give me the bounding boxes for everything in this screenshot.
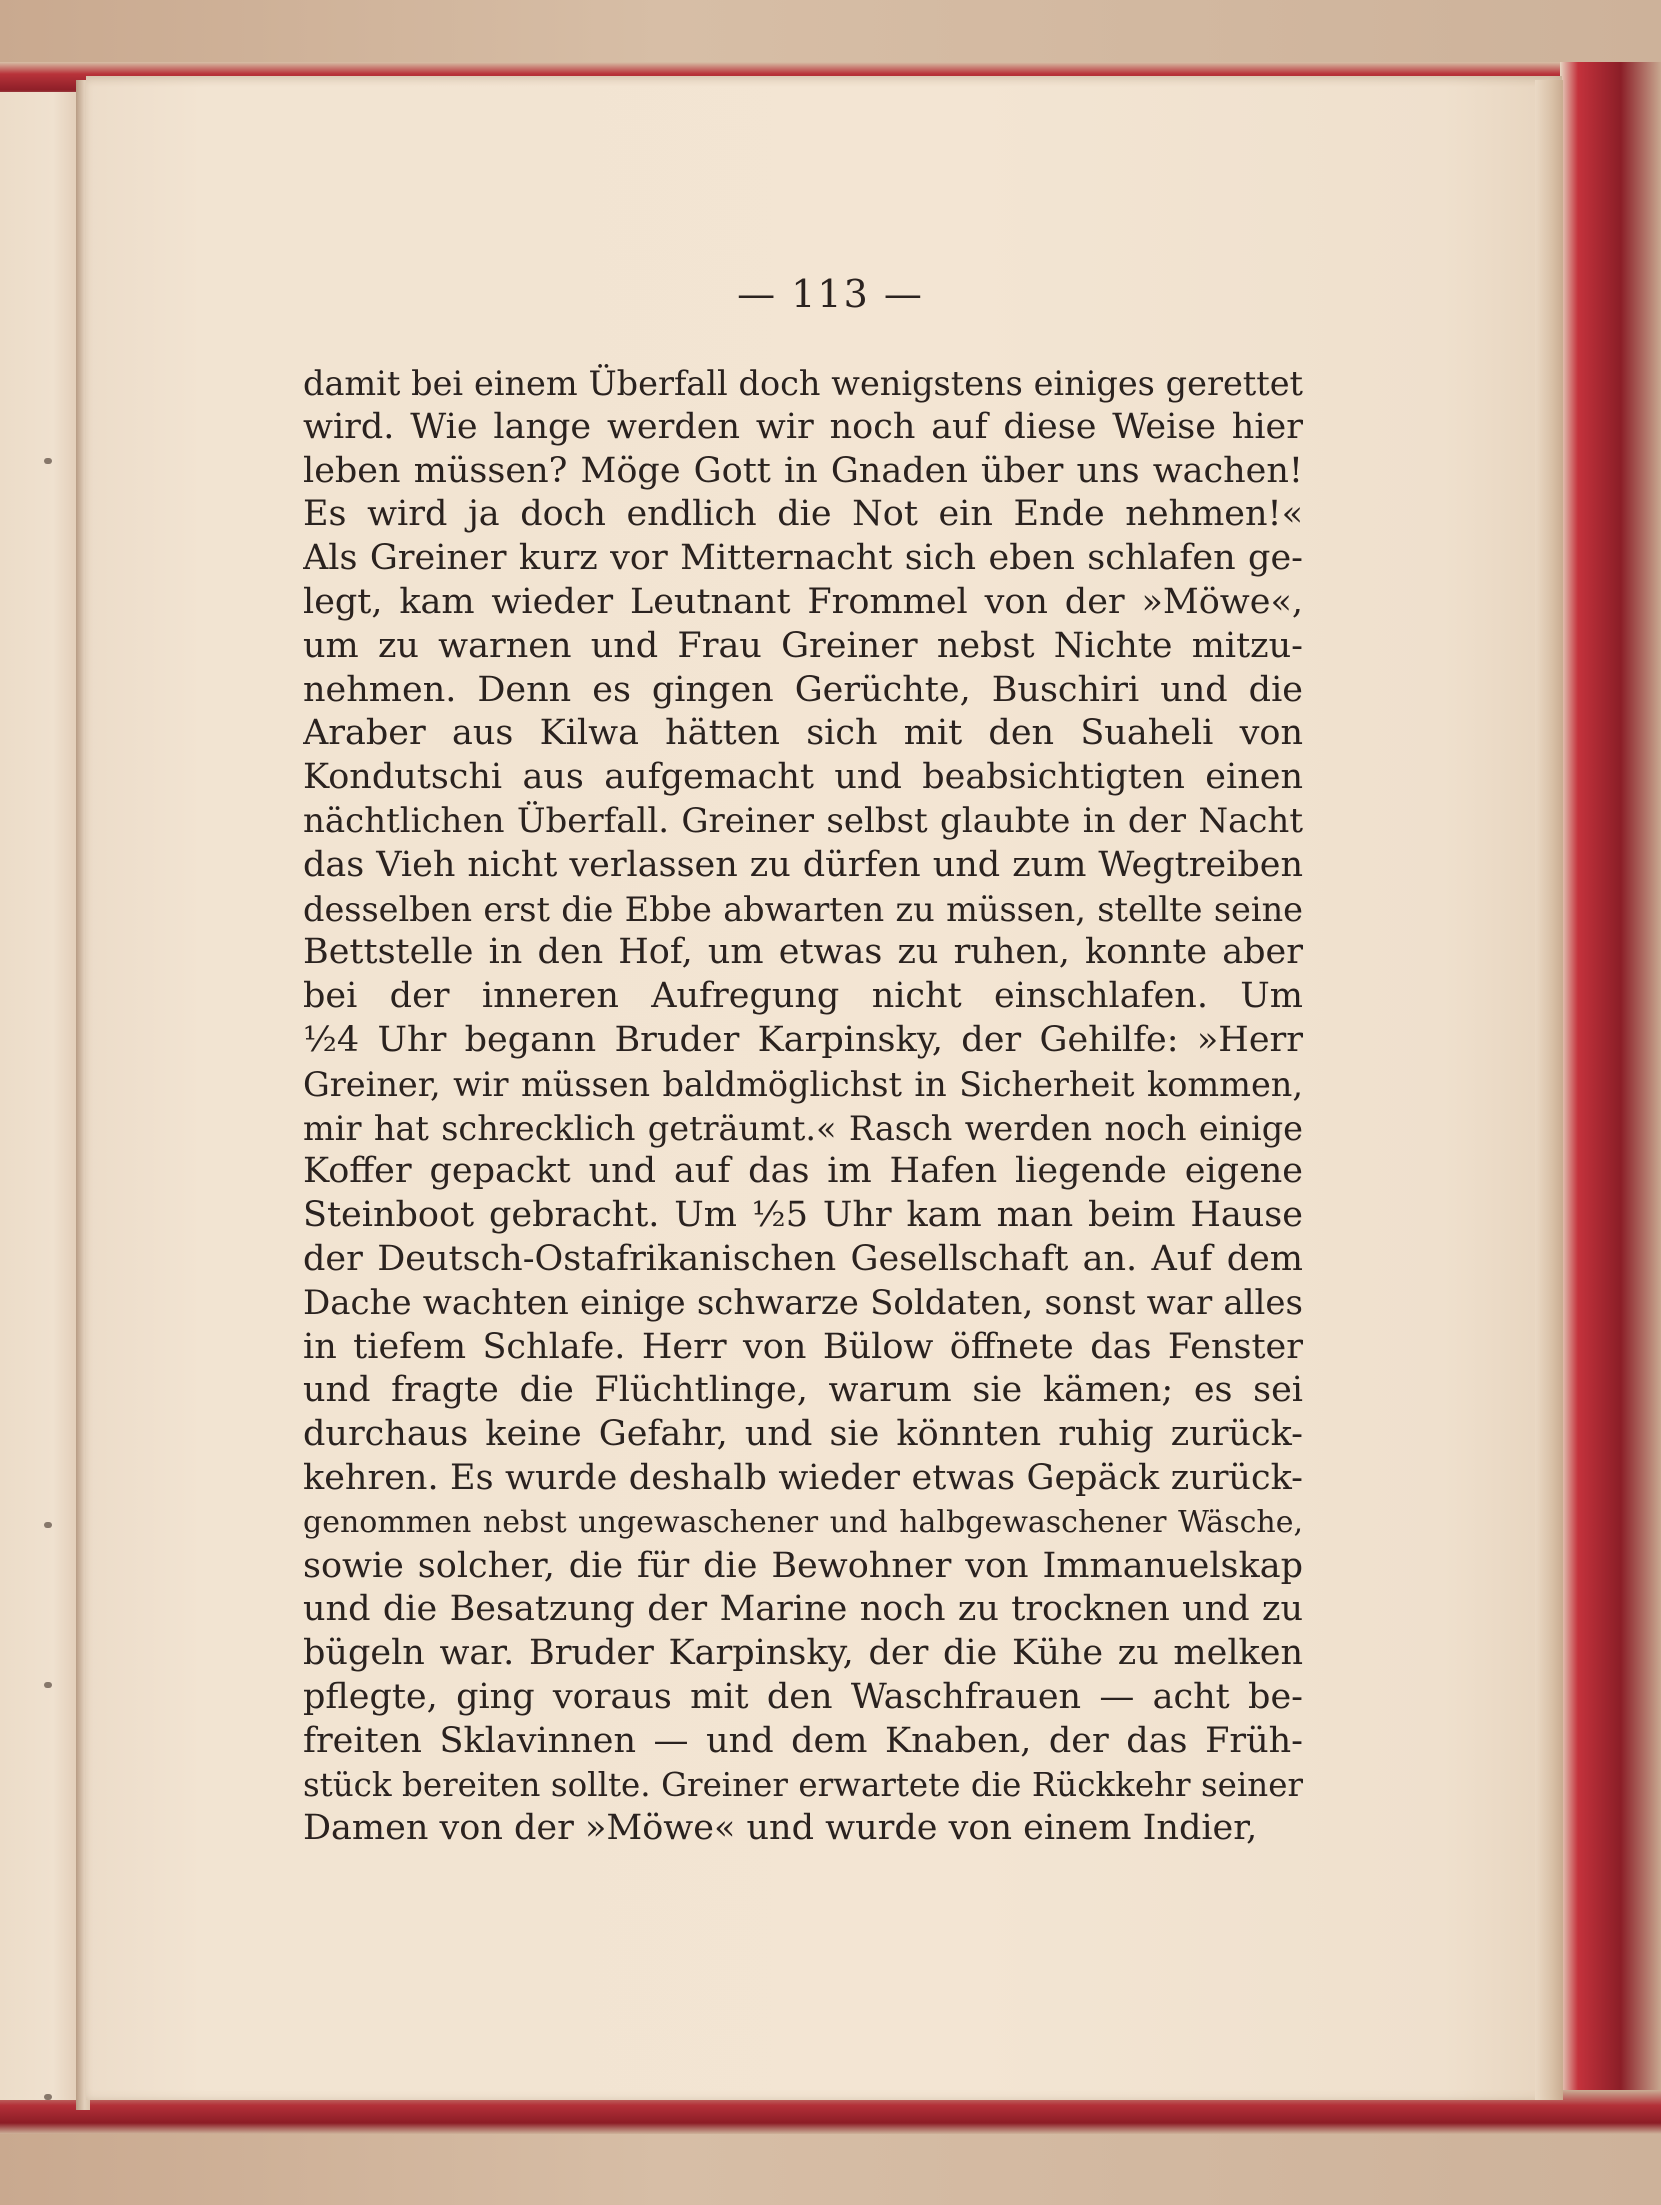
right-page-edge [1535, 80, 1563, 2100]
text-line: kehren. Es wurde deshalb wieder etwas Gepäck zurück- [303, 1457, 1303, 1498]
left-page-edge [0, 92, 78, 2100]
book-cover-right-edge [1560, 62, 1661, 2134]
text-line: Koffer gepackt und auf das im Hafen liegende eigene [303, 1151, 1303, 1192]
text-line: nehmen. Denn es gingen Gerüchte, Buschiri und die [303, 669, 1303, 710]
text-line: wird. Wie lange werden wir noch auf diese Weise hier [303, 406, 1303, 447]
text-line: Araber aus Kilwa hätten sich mit den Suaheli von [303, 713, 1303, 754]
text-line: desselben erst die Ebbe abwarten zu müssen, stellte seine [303, 889, 1303, 929]
text-line: Als Greiner kurz vor Mitternacht sich eben schlafen ge- [303, 538, 1303, 579]
text-line: bügeln war. Bruder Karpinsky, der die Kühe zu melken [303, 1633, 1303, 1674]
text-line: das Vieh nicht verlassen zu dürfen und zum Wegtreiben [303, 844, 1303, 885]
text-line: um zu warnen und Frau Greiner nebst Nichte mitzu- [303, 625, 1303, 666]
text-line: in tiefem Schlafe. Herr von Bülow öffnete das Fenster [303, 1326, 1303, 1367]
text-line: freiten Sklavinnen — und dem Knaben, der das Früh- [303, 1720, 1303, 1761]
text-line: der Deutsch-Ostafrikanischen Gesellschaft an. Auf dem [303, 1238, 1303, 1279]
text-line: und fragte die Flüchtlinge, warum sie kämen; es sei [303, 1370, 1303, 1411]
margin-mark [44, 1682, 52, 1688]
text-line: bei der inneren Aufregung nicht einschlafen. Um [303, 976, 1303, 1017]
text-line: Dache wachten einige schwarze Soldaten, sonst war alles [303, 1282, 1303, 1323]
text-line: leben müssen? Möge Gott in Gnaden über uns wachen! [303, 450, 1303, 491]
text-line: legt, kam wieder Leutnant Frommel von der »Möwe«, [303, 581, 1303, 622]
margin-mark [44, 2094, 52, 2100]
text-line: damit bei einem Überfall doch wenigstens einiges gerettet [303, 364, 1303, 403]
margin-mark [44, 458, 52, 464]
text-line: ½4 Uhr begann Bruder Karpinsky, der Gehilfe: »Herr [303, 1019, 1303, 1060]
text-line: Kondutschi aus aufgemacht und beabsichtigten einen [303, 757, 1303, 798]
text-line: durchaus keine Gefahr, und sie könnten ruhig zurück- [303, 1414, 1303, 1455]
page-number: — 113 — [737, 272, 924, 316]
text-line: nächtlichen Überfall. Greiner selbst glaubte in der Nacht [303, 800, 1303, 841]
text-line: sowie solcher, die für die Bewohner von Immanuelskap [303, 1545, 1303, 1586]
text-line: genommen nebst ungewaschener und halbgewaschener Wäsche, [303, 1504, 1303, 1540]
margin-mark [44, 1522, 52, 1528]
text-line: Bettstelle in den Hof, um etwas zu ruhen, konnte aber [303, 932, 1303, 973]
text-line: Steinboot gebracht. Um ½5 Uhr kam man beim Hause [303, 1195, 1303, 1236]
text-line: stück bereiten sollte. Greiner erwartete die Rückkehr seiner [303, 1765, 1303, 1804]
body-text [303, 362, 1303, 1851]
text-line: pflegte, ging voraus mit den Waschfrauen — acht be- [303, 1676, 1303, 1717]
text-line: mir hat schrecklich geträumt.« Rasch werden noch einige [303, 1108, 1303, 1148]
text-line: Es wird ja doch endlich die Not ein Ende nehmen!« [303, 494, 1303, 535]
text-line: und die Besatzung der Marine noch zu trocknen und zu [303, 1589, 1303, 1630]
text-line: Damen von der »Möwe« und wurde von einem Indier, [303, 1808, 1258, 1849]
text-line: Greiner, wir müssen baldmöglichst in Sicherheit kommen, [303, 1064, 1303, 1104]
